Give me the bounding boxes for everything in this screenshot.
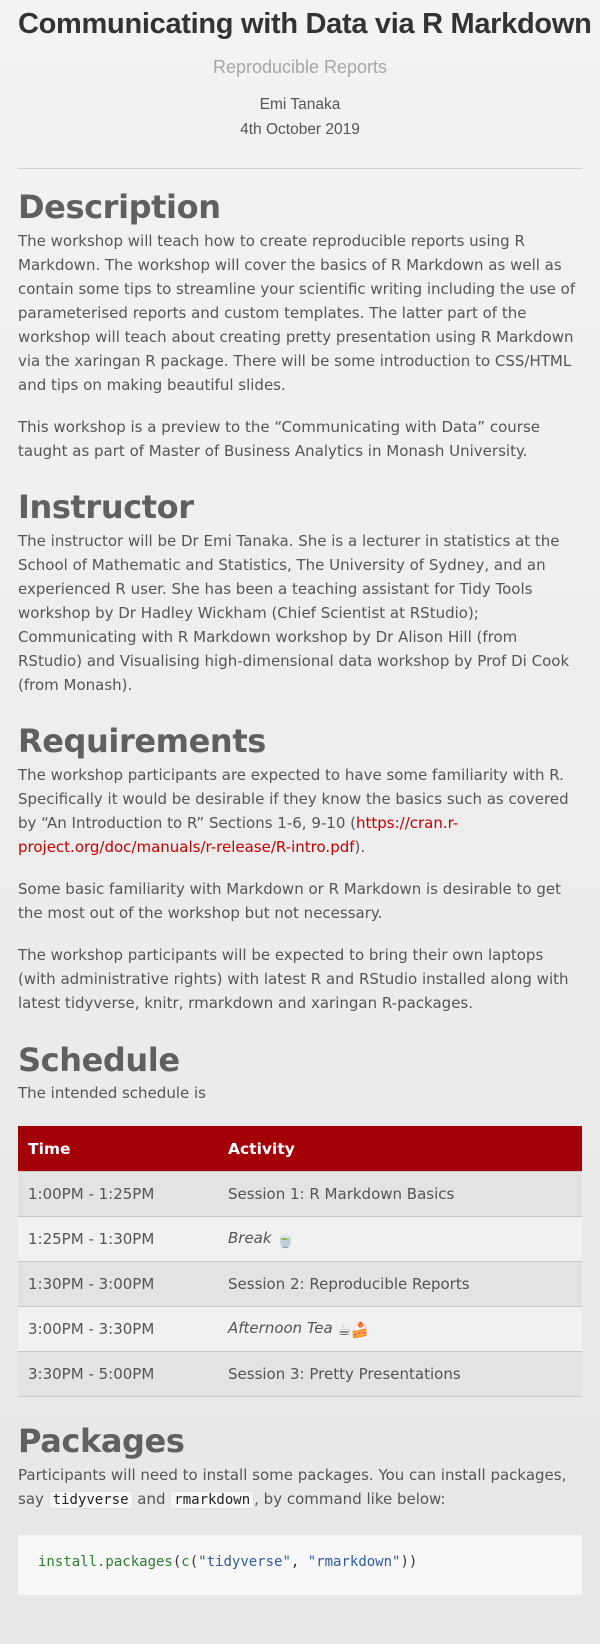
packages-intro	[18, 1463, 582, 1512]
table-row	[18, 1352, 582, 1397]
table-row	[18, 1172, 582, 1217]
packages-text-before: Participants will need to install some packages. You can install packages, say	[18, 1466, 567, 1508]
packages-text-after: , by command like below:	[254, 1490, 446, 1508]
page	[0, 8, 600, 1595]
time-cell: 1:30PM - 3:00PM	[28, 1275, 155, 1293]
activity-cell	[228, 1229, 582, 1249]
activity-text: Session 3: Pretty Presentations	[228, 1365, 461, 1383]
time-cell: 3:00PM - 3:30PM	[28, 1320, 155, 1338]
activity-cell	[228, 1319, 582, 1339]
packages-text-mid: and	[132, 1490, 171, 1508]
code-paren: (	[189, 1554, 199, 1570]
description-paragraph-1: The workshop will teach how to create reproducible reports using R Markdown. The workshop will cover the basics of R Markdown as well as contain some tips to streamline your scientific writing including the use of parameterised reports and custom templates. The latter part of the workshop will teach about creating pretty presentation using R Markdown via the xaringan R package. There will be some introduction to CSS/HTML and tips on making beautiful slides.	[18, 232, 576, 394]
date: 4th October 2019	[240, 121, 360, 138]
instructor-heading: Instructor	[18, 488, 194, 526]
time-cell: 3:30PM - 5:00PM	[28, 1365, 155, 1383]
schedule-section	[18, 1041, 582, 1397]
r-intro-link[interactable]: https://cran.r-project.org/doc/manuals/r-release/R-intro.pdf	[18, 814, 459, 856]
title: Communicating with Data via R Markdown	[18, 8, 592, 40]
schedule-table	[18, 1126, 582, 1397]
table-row	[18, 1307, 582, 1352]
code-function: install.packages	[38, 1554, 173, 1570]
column-header-time: Time	[28, 1139, 71, 1158]
install-code-block	[18, 1535, 582, 1595]
packages-heading: Packages	[18, 1422, 185, 1460]
activity-text: Afternoon Tea	[228, 1319, 333, 1337]
rmarkdown-code: rmarkdown	[170, 1491, 254, 1509]
code-function: c	[181, 1554, 190, 1570]
requirements-paragraph-2: Some basic familiarity with Markdown or R Markdown is desirable to get the most out of the workshop but not necessary.	[18, 880, 561, 922]
packages-section	[18, 1422, 582, 1595]
code-separator: ,	[290, 1554, 308, 1570]
requirements-text-before: The workshop participants are expected to have some familiarity with R. Specifically it would be desirable if they know the basics such as covered by “An Introduction to R” Sections 1-6, 9-10 (	[18, 766, 569, 832]
tea-icon: 🍵	[276, 1231, 296, 1249]
tidyverse-code: tidyverse	[49, 1491, 133, 1509]
time-cell: 1:00PM - 1:25PM	[28, 1185, 155, 1203]
schedule-heading: Schedule	[18, 1041, 180, 1079]
instructor-section	[18, 488, 582, 697]
activity-cell	[228, 1275, 582, 1293]
description-heading: Description	[18, 188, 221, 226]
table-row	[18, 1217, 582, 1262]
coffee-cake-icon: ☕🍰	[337, 1321, 370, 1339]
activity-cell	[228, 1185, 582, 1203]
column-header-activity: Activity	[228, 1139, 295, 1158]
code-paren: (	[172, 1554, 182, 1570]
requirements-paragraph-1	[18, 763, 582, 859]
code-string: "rmarkdown"	[307, 1554, 401, 1570]
requirements-text-after: ).	[354, 838, 366, 856]
requirements-heading: Requirements	[18, 722, 266, 760]
header-divider	[18, 168, 582, 169]
schedule-intro: The intended schedule is	[18, 1084, 206, 1102]
subtitle: Reproducible Reports	[212, 57, 388, 77]
table-header-row	[18, 1126, 582, 1172]
time-cell: 1:25PM - 1:30PM	[28, 1230, 155, 1248]
table-row	[18, 1262, 582, 1307]
requirements-section	[18, 722, 582, 1015]
activity-cell	[228, 1365, 582, 1383]
activity-text: Session 2: Reproducible Reports	[228, 1275, 470, 1293]
requirements-paragraph-3: The workshop participants will be expected to bring their own laptops (with administrative rights) with latest R and RStudio installed along with latest tidyverse, knitr, rmarkdown and xaringan R-packages.	[18, 946, 569, 1012]
activity-text: Break	[228, 1229, 272, 1247]
instructor-paragraph: The instructor will be Dr Emi Tanaka. She is a lecturer in statistics at the School of Mathematic and Statistics, The University of Sydney, and an experienced R user. She has been a teaching assistant for Tidy Tools workshop by Dr Hadley Wickham (Chief Scientist at RStudio); Communicating with R Markdown workshop by Dr Alison Hill (from RStudio) and Visualising high-dimensional data workshop by Prof Di Cook (from Monash).	[18, 532, 570, 694]
description-paragraph-2: This workshop is a preview to the “Communicating with Data” course taught as part of Master of Business Analytics in Monash University.	[18, 418, 540, 460]
code-string: "tidyverse"	[198, 1554, 291, 1570]
description-section	[18, 188, 582, 463]
activity-text: Session 1: R Markdown Basics	[228, 1185, 455, 1203]
code-paren: ))	[400, 1554, 418, 1570]
author: Emi Tanaka	[259, 96, 341, 113]
